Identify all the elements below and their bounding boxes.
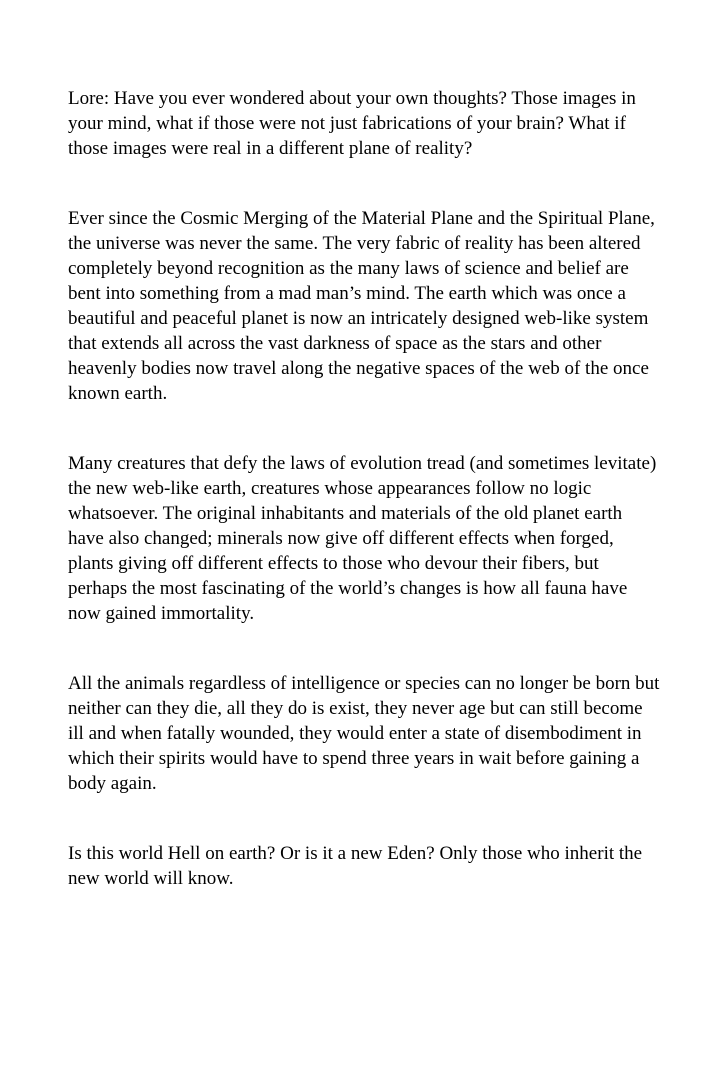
- paragraph-closing-question: Is this world Hell on earth? Or is it a new Eden? Only those who inherit the new world will know.: [68, 843, 643, 889]
- paragraph-animals-immortality: All the animals regardless of intelligence or species can no longer be born but neither can they die, all they do is exist, they never age but can still become ill and when fatally wounded, they would enter a state of disembodiment in which their spirits would have to spend three years in wait before gaining a body again.: [68, 673, 660, 794]
- paragraph-creatures: Many creatures that defy the laws of evolution tread (and sometimes levitate) the new web-like earth, creatures whose appearances follow no logic whatsoever. The original inhabitants and materials of the old planet earth have also changed; minerals now give off different effects when forged, plants giving off different effects to those who devour their fibers, but perhaps the most fascinating of the world’s changes is how all fauna have now gained immortality.: [68, 453, 657, 624]
- paragraph-cosmic-merging: Ever since the Cosmic Merging of the Material Plane and the Spiritual Plane, the universe was never the same. The very fabric of reality has been altered completely beyond recognition as the many laws of science and belief are bent into something from a mad man’s mind. The earth which was once a beautiful and peaceful planet is now an intricately designed web-like system that extends all across the vast darkness of space as the stars and other heavenly bodies now travel along the negative spaces of the web of the once known earth.: [68, 208, 655, 404]
- paragraph-lore-intro: Lore: Have you ever wondered about your own thoughts? Those images in your mind, what if those were not just fabrications of your brain? What if those images were real in a different plane of reality?: [68, 88, 636, 159]
